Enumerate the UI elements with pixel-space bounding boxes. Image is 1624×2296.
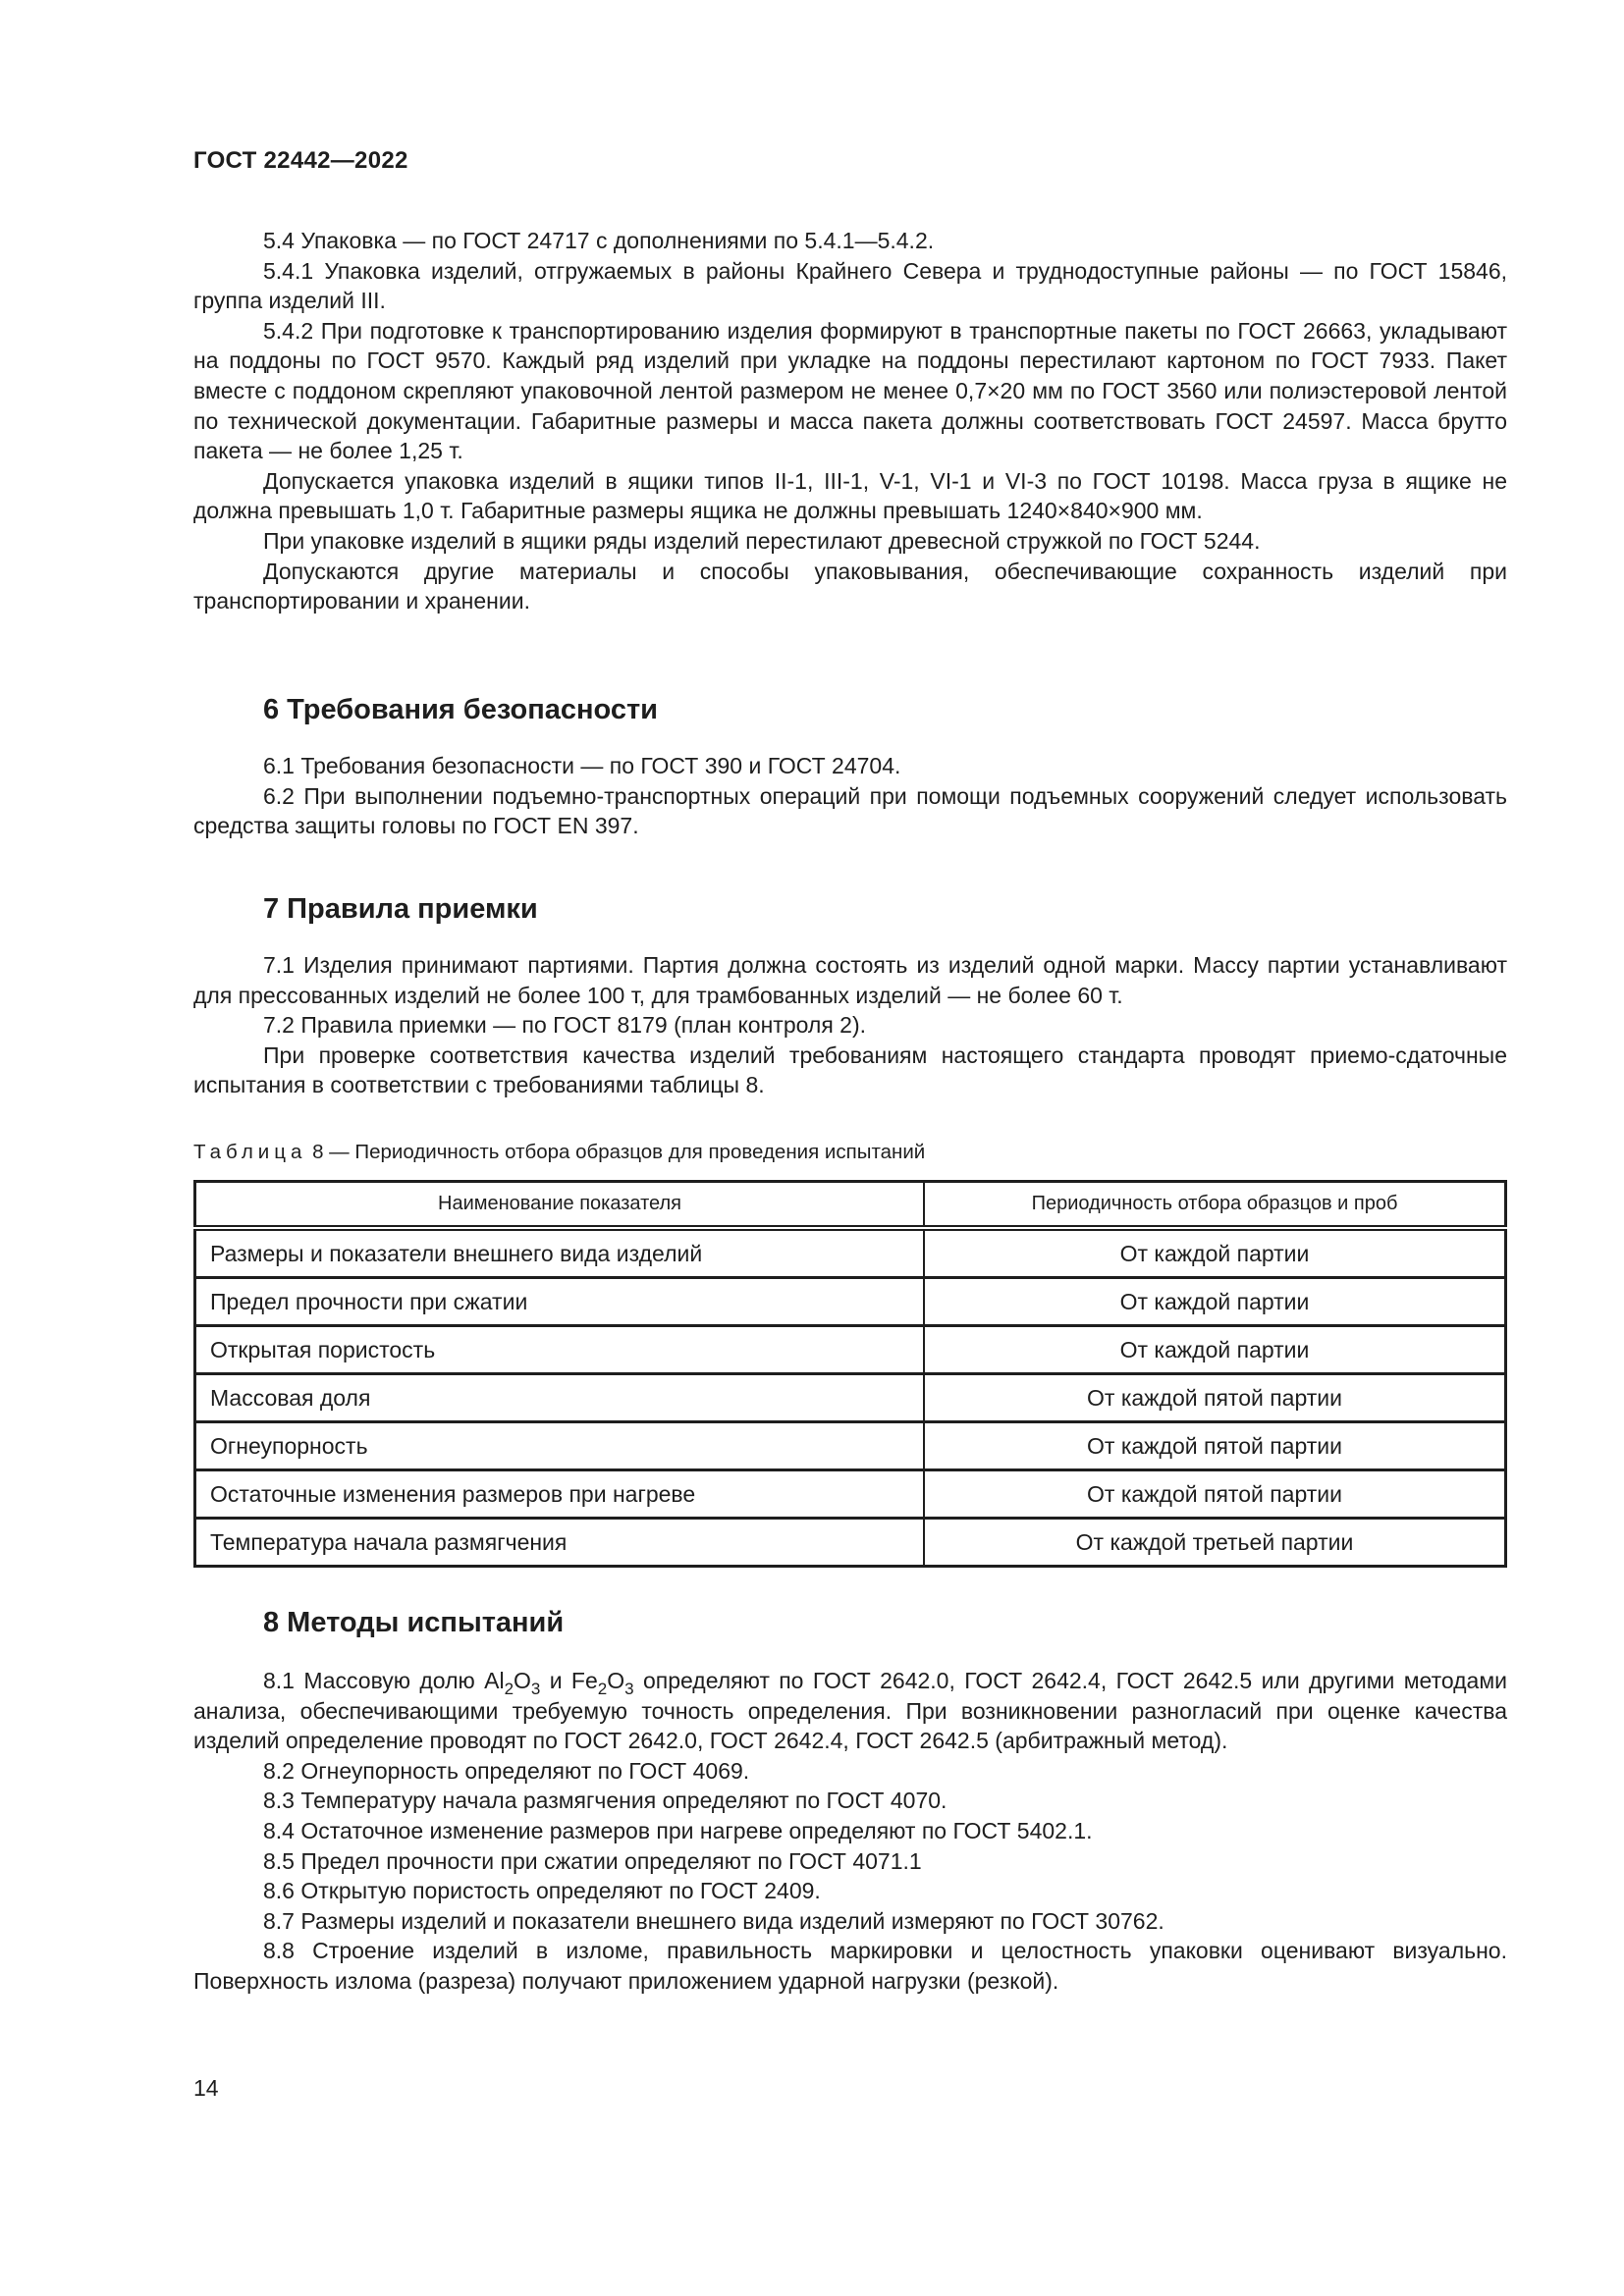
table-row: [195, 1228, 1506, 1278]
cell-indicator: Предел прочности при сжатии: [195, 1278, 925, 1326]
table-row: [195, 1326, 1506, 1374]
paragraph-8-7: 8.7 Размеры изделий и показатели внешнего вида изделий измеряют по ГОСТ 30762.: [263, 1907, 1164, 1934]
cell-frequency: От каждой пятой партии: [924, 1470, 1506, 1519]
page-number: 14: [193, 2075, 219, 2101]
paragraph-6-2: 6.2 При выполнении подъемно-транспортных операций при помощи подъемных сооружений следует использовать средства защиты головы по ГОСТ EN 397.: [193, 782, 1507, 839]
paragraph-5-4: 5.4 Упаковка — по ГОСТ 24717 с дополнениями по 5.4.1—5.4.2.: [263, 228, 935, 253]
subscript: 3: [624, 1680, 634, 1698]
paragraph-8-6: 8.6 Открытую пористость определяют по ГОСТ 2409.: [263, 1878, 821, 1904]
table-row: [195, 1422, 1506, 1470]
section-8-body: [193, 1666, 1507, 1997]
text-fragment: 8.1 Массовую долю Al: [263, 1668, 505, 1693]
table-header-row: [195, 1182, 1506, 1229]
text-fragment: определяют по ГОСТ 2642.0, ГОСТ 2642.4, ГОСТ 2642.5 или другими методами анализа, обеспечивающими требуемую точность определения. При возникновении разногласий при оценке качества изделий определение проводят по ГОСТ 2642.0, ГОСТ 2642.4, ГОСТ 2642.5 (арбитражный метод).: [193, 1668, 1507, 1754]
paragraph-8-5: 8.5 Предел прочности при сжатии определяют по ГОСТ 4071.1: [263, 1847, 922, 1874]
table-8-sampling-frequency: [193, 1180, 1507, 1568]
subscript: 2: [504, 1680, 514, 1698]
paragraph-acceptance-tests: При проверке соответствия качества изделий требованиям настоящего стандарта проводят приемо-сдаточные испытания в соответствии с требованиями таблицы 8.: [193, 1041, 1507, 1098]
text-fragment: и Fe: [540, 1668, 598, 1693]
paragraph-8-8: 8.8 Строение изделий в изломе, правильность маркировки и целостность упаковки оценивают визуально. Поверхность излома (разреза) получают приложением ударной нагрузки (резкой).: [193, 1938, 1507, 1994]
cell-frequency: От каждой партии: [924, 1228, 1506, 1278]
paragraph-5-4-1: 5.4.1 Упаковка изделий, отгружаемых в районы Крайнего Севера и труднодоступные районы — по ГОСТ 15846, группа изделий III.: [193, 257, 1507, 314]
cell-indicator: Открытая пористость: [195, 1326, 925, 1374]
subscript: 3: [530, 1680, 541, 1698]
cell-frequency: От каждой пятой партии: [924, 1374, 1506, 1422]
section-6-body: [193, 751, 1507, 841]
cell-indicator: Остаточные изменения размеров при нагреве: [195, 1470, 925, 1519]
paragraph-8-1: [193, 1666, 1507, 1756]
text-fragment: O: [514, 1668, 531, 1693]
table-row: [195, 1278, 1506, 1326]
section-6-safety: [193, 693, 1507, 726]
section-7-acceptance: [193, 892, 1507, 926]
column-header-frequency: Периодичность отбора образцов и проб: [924, 1182, 1506, 1229]
subscript: 2: [597, 1680, 608, 1698]
paragraph-8-2: 8.2 Огнеупорность определяют по ГОСТ 4069.: [263, 1757, 750, 1784]
table-row: [195, 1470, 1506, 1519]
text-fragment: O: [607, 1668, 625, 1693]
paragraph-5-4-2: 5.4.2 При подготовке к транспортированию изделия формируют в транспортные пакеты по ГОСТ 26663, укладывают на поддоны по ГОСТ 9570. Каждый ряд изделий при укладке на поддоны перестилают картоном по ГОСТ 7933. Пакет вместе с поддоном скрепляют упаковочной лентой размером не менее 0,7×20 мм по ГОСТ 3560 или полиэстеровой лентой по технической документации. Габаритные размеры и масса пакета должны соответствовать ГОСТ 24597. Масса брутто пакета — не более 1,25 т.: [193, 317, 1507, 464]
paragraph-7-1: 7.1 Изделия принимают партиями. Партия должна состоять из изделий одной марки. Массу партии устанавливают для прессованных изделий не более 100 т, для трамбованных изделий — не более 60 т.: [193, 952, 1507, 1008]
section-5-packaging: [193, 226, 1507, 616]
table-8-caption: [193, 1141, 925, 1164]
section-7-heading: 7 Правила приемки: [263, 893, 538, 925]
table-caption-label: Таблица: [193, 1141, 307, 1163]
paragraph-8-3: 8.3 Температуру начала размягчения определяют по ГОСТ 4070.: [263, 1788, 947, 1814]
section-7-body: [193, 950, 1507, 1100]
section-6-heading: 6 Требования безопасности: [263, 694, 659, 725]
section-8-heading: 8 Методы испытаний: [263, 1607, 565, 1638]
cell-frequency: От каждой пятой партии: [924, 1422, 1506, 1470]
paragraph-7-2: 7.2 Правила приемки — по ГОСТ 8179 (план контроля 2).: [263, 1012, 867, 1039]
paragraph-other-materials: Допускаются другие материалы и способы упаковывания, обеспечивающие сохранность изделий при транспортировании и хранении.: [193, 558, 1507, 614]
paragraph-wood-shavings: При упаковке изделий в ящики ряды изделий перестилают древесной стружкой по ГОСТ 5244.: [263, 527, 1261, 554]
table-row: [195, 1519, 1506, 1567]
cell-indicator: Массовая доля: [195, 1374, 925, 1422]
cell-frequency: От каждой партии: [924, 1278, 1506, 1326]
cell-indicator: Температура начала размягчения: [195, 1519, 925, 1567]
cell-frequency: От каждой партии: [924, 1326, 1506, 1374]
cell-indicator: Огнеупорность: [195, 1422, 925, 1470]
paragraph-boxes: Допускается упаковка изделий в ящики типов II-1, III-1, V-1, VI-1 и VI-3 по ГОСТ 10198. Масса груза в ящике не должна превышать 1,0 т. Габаритные размеры ящика не должны превышать 1240×840×900 мм.: [193, 467, 1507, 524]
document-id-header: ГОСТ 22442—2022: [193, 147, 408, 174]
table-row: [195, 1374, 1506, 1422]
cell-frequency: От каждой третьей партии: [924, 1519, 1506, 1567]
paragraph-6-1: 6.1 Требования безопасности — по ГОСТ 390 и ГОСТ 24704.: [263, 753, 901, 778]
table-caption-title: 8 — Периодичность отбора образцов для проведения испытаний: [306, 1141, 926, 1163]
cell-indicator: Размеры и показатели внешнего вида изделий: [195, 1228, 925, 1278]
section-8-test-methods: [193, 1606, 1507, 1639]
paragraph-8-4: 8.4 Остаточное изменение размеров при нагреве определяют по ГОСТ 5402.1.: [263, 1817, 1093, 1843]
column-header-indicator: Наименование показателя: [195, 1182, 925, 1229]
